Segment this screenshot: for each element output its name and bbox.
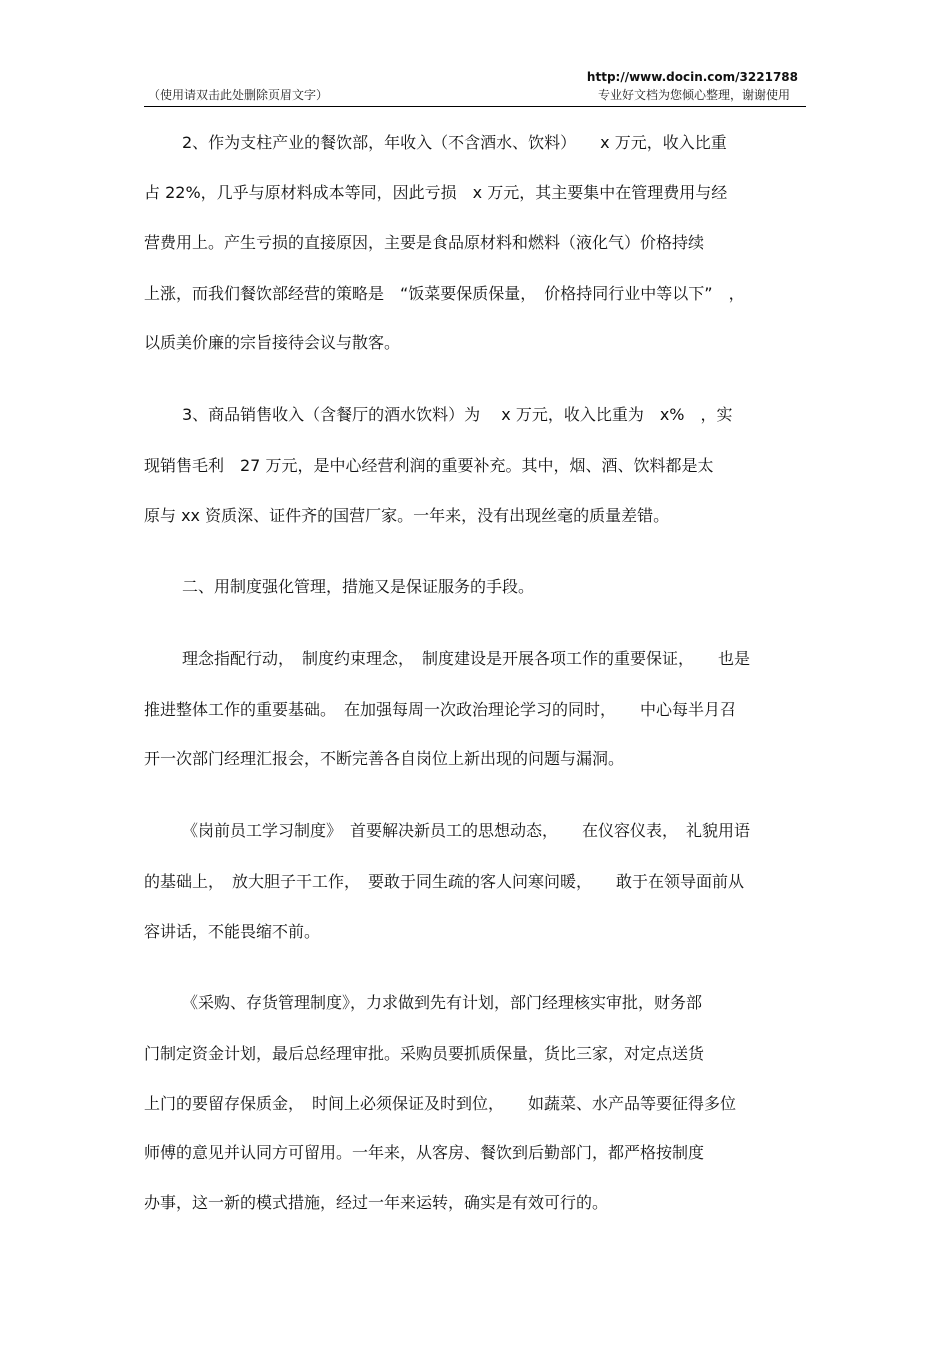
body-line: 上涨，而我们餐饮部经营的策略是 “饭菜要保质保量， 价格持同行业中等以下” ，	[144, 284, 745, 303]
header-left-text: （使用请双击此处删除页眉文字）	[148, 88, 329, 102]
body-line: 推进整体工作的重要基础。 在加强每周一次政治理论学习的同时， 中心每半月召	[144, 700, 737, 719]
body-line: 开一次部门经理汇报会，不断完善各自岗位上新出现的问题与漏洞。	[144, 749, 625, 768]
header-right-text: 专业好文档为您倾心整理，谢谢使用	[597, 88, 790, 102]
body-line: 现销售毛利 27 万元，是中心经营利润的重要补充。其中，烟、酒、饮料都是太	[144, 456, 714, 475]
body-line: 上门的要留存保质金， 时间上必须保证及时到位， 如蔬菜、水产品等要征得多位	[144, 1094, 737, 1113]
body-line: 营费用上。产生亏损的直接原因，主要是食品原材料和燃料（液化气）价格持续	[144, 233, 705, 252]
body-line: 原与 xx 资质深、证件齐的国营厂家。一年来，没有出现丝毫的质量差错。	[144, 506, 670, 525]
section-heading: 二、用制度强化管理，措施又是保证服务的手段。	[182, 577, 535, 596]
body-line: 《采购、存货管理制度》，力求做到先有计划，部门经理核实审批，财务部	[182, 993, 703, 1012]
body-line: 占 22%，几乎与原材料成本等同，因此亏损 x 万元，其主要集中在管理费用与经	[144, 183, 728, 202]
body-line: 理念指配行动， 制度约束理念， 制度建设是开展各项工作的重要保证， 也是	[182, 649, 751, 668]
body-line: 以质美价廉的宗旨接待会议与散客。	[144, 333, 401, 352]
body-line: 2、作为支柱产业的餐饮部，年收入（不含酒水、饮料） x 万元，收入比重	[182, 133, 727, 152]
body-line: 容讲话，不能畏缩不前。	[144, 922, 321, 941]
body-line: 师傅的意见并认同方可留用。一年来，从客房、餐饮到后勤部门，都严格按制度	[144, 1143, 705, 1162]
header-divider	[144, 106, 806, 107]
body-line: 的基础上， 放大胆子干工作， 要敢于同生疏的客人问寒问暖， 敢于在领导面前从	[144, 872, 745, 891]
body-line: 门制定资金计划，最后总经理审批。采购员要抓质保量，货比三家，对定点送货	[144, 1044, 705, 1063]
header-url-link[interactable]: http://www.docin.com/3221788	[586, 70, 798, 84]
body-line: 办事，这一新的模式措施，经过一年来运转，确实是有效可行的。	[144, 1193, 609, 1212]
body-line: 《岗前员工学习制度》 首要解决新员工的思想动态， 在仪容仪表， 礼貌用语	[182, 821, 751, 840]
body-line: 3、商品销售收入（含餐厅的酒水饮料）为 x 万元，收入比重为 x% ，实	[182, 405, 733, 424]
